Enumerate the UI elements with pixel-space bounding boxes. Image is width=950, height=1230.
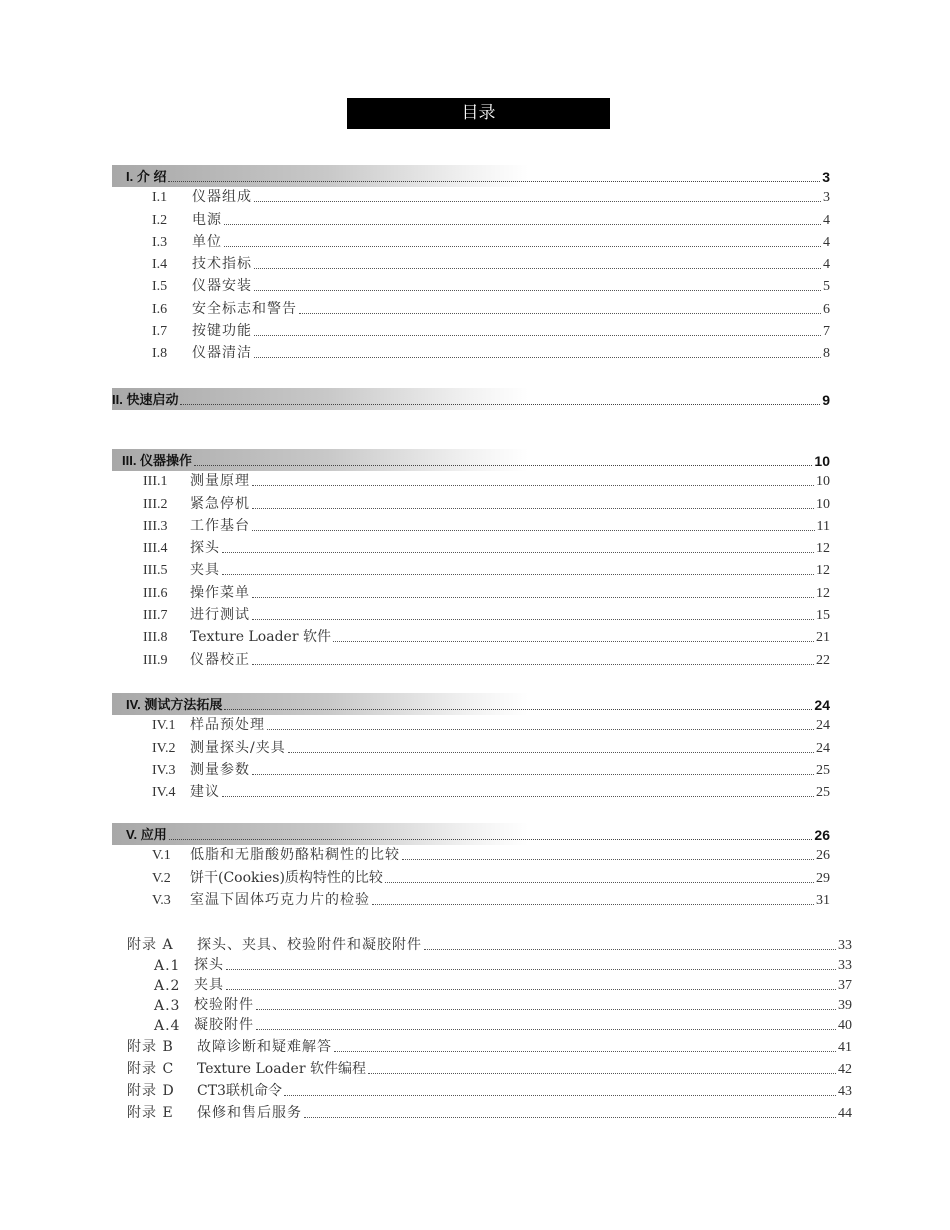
appendix-title: 校验附件 [194,997,254,1013]
entry-number: IV.3 [152,762,176,778]
appendix-page-number: 40 [838,1018,852,1033]
appendix-number: 附录 A [127,937,174,953]
dot-leader [252,619,814,620]
entry-page-number: 21 [816,630,830,646]
dot-leader [252,664,814,665]
dot-leader [372,904,814,905]
entry-page-number: 4 [823,234,830,250]
entry-page-number: 29 [816,870,830,886]
entry-title: 安全标志和警告 [192,300,297,317]
entry-number: V.3 [152,892,171,908]
dot-leader [194,465,812,466]
toc-entry[interactable] [112,890,830,912]
appendix-number: A.4 [154,1018,181,1034]
entry-page-number: 8 [823,346,830,362]
appendix-number: A.3 [154,998,181,1014]
entry-page-number: 10 [816,474,830,490]
appendix-title: 故障诊断和疑难解答 [197,1039,332,1055]
entry-number: I.1 [152,190,168,206]
toc-entry[interactable] [112,516,830,538]
dot-leader [224,709,812,710]
entry-title: 操作菜单 [190,584,250,601]
entry-title: 仪器安装 [192,278,252,295]
entry-page-number: 25 [816,762,830,778]
dot-leader [254,268,821,269]
entry-title: 探头 [190,540,220,557]
entry-title: Texture Loader 软件 [190,629,331,646]
dot-leader [368,1073,836,1074]
entry-page-number: 11 [816,518,830,534]
toc-section-1 [112,165,830,365]
entry-number: III.2 [143,496,168,512]
dot-leader [402,859,814,860]
appendix-entry[interactable] [112,1037,852,1059]
entry-title: 室温下固体巧克力片的检验 [190,891,370,908]
section-page-number: 9 [822,392,830,408]
dot-leader [284,1095,836,1096]
entry-page-number: 31 [816,892,830,908]
dot-leader [224,246,821,247]
dot-leader [299,313,821,314]
entry-number: III.1 [143,474,168,490]
entry-page-number: 6 [823,301,830,317]
toc-entry[interactable] [112,560,830,582]
section-label: V. 应用 [126,827,167,842]
toc-title: 目录 [347,98,610,129]
appendix-page-number: 41 [838,1040,852,1055]
appendix-subentry[interactable] [112,1017,852,1037]
entry-number: I.6 [152,301,168,317]
entry-number: V.2 [152,870,171,886]
toc-section-5 [112,823,830,912]
entry-number: IV.4 [152,785,176,801]
toc-entry[interactable] [112,298,830,320]
toc-entry[interactable] [112,782,830,804]
entry-page-number: 26 [816,848,830,864]
appendix-number: 附录 C [127,1061,175,1077]
section-page-number: 26 [814,827,830,843]
entry-number: I.7 [152,324,168,340]
entry-title: 仪器清洁 [192,345,252,362]
appendix-page-number: 42 [838,1062,852,1077]
entry-page-number: 12 [816,585,830,601]
entry-number: III.6 [143,585,168,601]
dot-leader [267,729,814,730]
entry-title: 技术指标 [192,256,252,273]
toc-section-2 [112,388,830,410]
entry-page-number: 25 [816,785,830,801]
toc-section-3 [112,449,830,672]
appendix-title: 凝胶附件 [194,1017,254,1033]
toc-entry[interactable] [112,760,830,782]
entry-title: 低脂和无脂酸奶酪粘稠性的比较 [190,847,400,864]
entry-title: 进行测试 [190,607,250,624]
entry-number: III.9 [143,652,168,668]
dot-leader [424,949,836,950]
section-label: II. 快速启动 [112,392,179,407]
dot-leader [333,641,814,642]
dot-leader [252,597,814,598]
section-heading[interactable] [112,165,830,187]
dot-leader [252,530,815,531]
section-page-number: 24 [814,697,830,713]
section-label: IV. 测试方法拓展 [126,697,223,712]
dot-leader [252,485,814,486]
entry-title: 夹具 [190,562,220,579]
toc-entry[interactable] [112,187,830,209]
entry-title: 样品预处理 [190,717,265,734]
entry-page-number: 24 [816,718,830,734]
appendix-page-number: 39 [838,998,852,1013]
dot-leader [254,335,821,336]
entry-page-number: 10 [816,496,830,512]
entry-page-number: 5 [823,279,830,295]
appendix-page-number: 33 [838,958,852,973]
toc-entry[interactable] [112,649,830,671]
appendix-title: CT3联机命令 [197,1083,282,1099]
appendix-page-number: 44 [838,1106,852,1121]
section-page-number: 10 [814,453,830,469]
entry-number: IV.2 [152,740,176,756]
entry-number: I.8 [152,346,168,362]
entry-number: I.3 [152,234,168,250]
dot-leader [252,508,814,509]
entry-title: 按键功能 [192,323,252,340]
entry-page-number: 12 [816,541,830,557]
dot-leader [385,882,814,883]
entry-title: 仪器组成 [192,189,252,206]
dot-leader [254,201,821,202]
section-heading[interactable] [112,823,830,845]
entry-title: 工作基台 [190,517,250,534]
dot-leader [180,404,820,405]
dot-leader [169,839,813,840]
appendix-entry[interactable] [112,1059,852,1081]
toc-entry[interactable] [112,493,830,515]
toc-entry[interactable] [112,627,830,649]
entry-title: 仪器校正 [190,651,250,668]
section-page-number: 3 [822,169,830,185]
toc-entry[interactable] [112,232,830,254]
dot-leader [222,796,814,797]
appendix-list [112,935,852,1125]
entry-page-number: 4 [823,257,830,273]
dot-leader [254,357,821,358]
toc-entry[interactable] [112,867,830,889]
appendix-title: 探头 [194,957,224,973]
entry-page-number: 7 [823,324,830,340]
toc-entry[interactable] [112,321,830,343]
toc-entry[interactable] [112,538,830,560]
dot-leader [222,552,814,553]
section-label: I. 介 绍 [126,169,167,184]
toc-entry[interactable] [112,209,830,231]
appendix-number: 附录 B [127,1039,174,1055]
appendix-title: 探头、夹具、校验附件和凝胶附件 [197,937,422,953]
entry-number: I.2 [152,212,168,228]
entry-title: 电源 [192,211,222,228]
section-heading[interactable] [112,449,830,471]
entry-page-number: 24 [816,740,830,756]
entry-number: V.1 [152,848,171,864]
entry-page-number: 15 [816,608,830,624]
entry-number: I.5 [152,279,168,295]
entry-number: I.4 [152,257,168,273]
appendix-page-number: 33 [838,938,852,953]
entry-number: III.8 [143,630,168,646]
toc-section-4 [112,693,830,804]
entry-number: IV.1 [152,718,176,734]
dot-leader [256,1029,836,1030]
entry-title: 饼干(Cookies)质构特性的比较 [190,869,383,886]
dot-leader [304,1117,836,1118]
entry-page-number: 4 [823,212,830,228]
entry-title: 测量探头/夹具 [190,739,286,756]
section-heading[interactable] [112,388,830,410]
entry-page-number: 12 [816,563,830,579]
toc-entry[interactable] [112,254,830,276]
appendix-number: 附录 E [127,1105,174,1121]
entry-page-number: 22 [816,652,830,668]
entry-title: 紧急停机 [190,495,250,512]
section-heading[interactable] [112,693,830,715]
dot-leader [288,752,814,753]
dot-leader [224,224,821,225]
section-label: III. 仪器操作 [122,453,193,468]
toc-entry[interactable] [112,582,830,604]
entry-title: 建议 [190,784,220,801]
entry-number: III.7 [143,608,168,624]
toc-entry[interactable] [112,715,830,737]
entry-number: III.3 [143,518,168,534]
toc-entry[interactable] [112,471,830,493]
dot-leader [226,989,836,990]
appendix-number: A.1 [154,958,181,974]
appendix-title: 夹具 [194,977,224,993]
toc-entry[interactable] [112,605,830,627]
dot-leader [334,1051,836,1052]
toc-entry[interactable] [112,737,830,759]
dot-leader [256,1009,836,1010]
dot-leader [168,181,820,182]
appendix-page-number: 43 [838,1084,852,1099]
dot-leader [226,969,836,970]
dot-leader [254,290,821,291]
entry-title: 测量参数 [190,761,250,778]
toc-entry[interactable] [112,343,830,365]
toc-entry[interactable] [112,276,830,298]
appendix-page-number: 37 [838,978,852,993]
entry-number: III.4 [143,541,168,557]
entry-title: 测量原理 [190,473,250,490]
appendix-number: 附录 D [127,1083,175,1099]
appendix-number: A.2 [154,978,181,994]
appendix-title: Texture Loader 软件编程 [197,1061,366,1077]
appendix-entry[interactable] [112,1081,852,1103]
appendix-title: 保修和售后服务 [197,1105,302,1121]
entry-page-number: 3 [823,190,830,206]
entry-number: III.5 [143,563,168,579]
appendix-entry[interactable] [112,1103,852,1125]
dot-leader [222,574,814,575]
toc-entry[interactable] [112,845,830,867]
entry-title: 单位 [192,233,222,250]
dot-leader [252,774,814,775]
